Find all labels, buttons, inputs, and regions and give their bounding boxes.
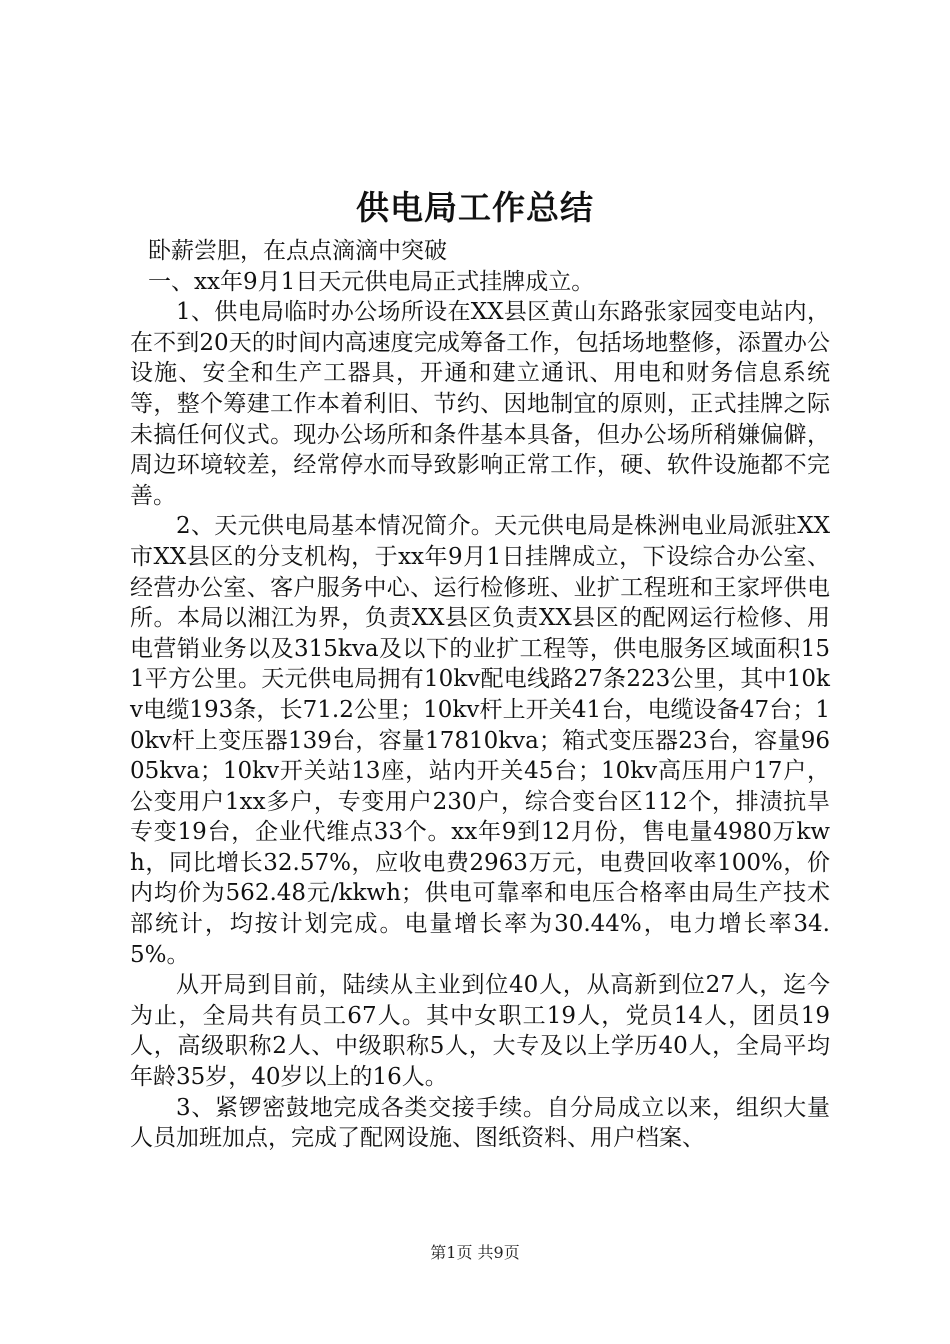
paragraph-handover: 3、紧锣密鼓地完成各类交接手续。自分局成立以来，组织大量人员加班加点，完成了配网设施、图纸资料、用户档案、: [130, 1094, 830, 1152]
paragraph-office-setup: 1、供电局临时办公场所设在XX县区黄山东路张家园变电站内，在不到20天的时间内高速度完成筹备工作，包括场地整修，添置办公设施、安全和生产工器具，开通和建立通讯、用电和财务信息系统等，整个筹建工作本着利旧、节约、因地制宜的原则，正式挂牌之际未搞任何仪式。现办公场所和条件基本具备，但办公场所稍嫌偏僻，周边环境较差，经常停水而导致影响正常工作，硬、软件设施都不完善。: [130, 299, 830, 509]
page-title: 供电局工作总结: [356, 188, 594, 227]
page-number-footer: 第1页 共9页: [430, 1243, 520, 1262]
paragraph-section-heading: 一、xx年9月1日天元供电局正式挂牌成立。: [148, 268, 595, 295]
paragraph-staff: 从开局到目前，陆续从主业到位40人，从高新到位27人，迄今为止，全局共有员工67人。其中女职工19人，党员14人，团员19人，高级职称2人、中级职称5人，大专及以上学历40人，全局平均年龄35岁，40岁以上的16人。: [130, 972, 830, 1091]
document-body: [130, 236, 830, 1154]
paragraph-bureau-overview: 2、天元供电局基本情况简介。天元供电局是株洲电业局派驻XX市XX县区的分支机构，于xx年9月1日挂牌成立，下设综合办公室、经营办公室、客户服务中心、运行检修班、业扩工程班和王家坪供电所。本局以湘江为界，负责XX县区负责XX县区的配网运行检修、用电营销业务以及315kva及以下的业扩工程等，供电服务区域面积151平方公里。天元供电局拥有10kv配电线路27条223公里，其中10kv电缆193条，长71.2公里；10kv杆上开关41台，电缆设备47台；10kv杆上变压器139台，容量17810kva；箱式变压器23台，容量9605kva；10kv开关站13座，站内开关45台；10kv高压用户17户，公变用户1xx多户，专变用户230户，综合变台区112个，排渍抗旱专变19台，企业代维点33个。xx年9到12月份，售电量4980万kwh，同比增长32.57%，应收电费2963万元，电费回收率100%，价内均价为562.48元/kkwh；供电可靠率和电压合格率由局生产技术部统计，均按计划完成。电量增长率为30.44%，电力增长率34.5%。: [130, 513, 830, 968]
paragraph-subtitle: 卧薪尝胆，在点点滴滴中突破: [148, 238, 447, 264]
